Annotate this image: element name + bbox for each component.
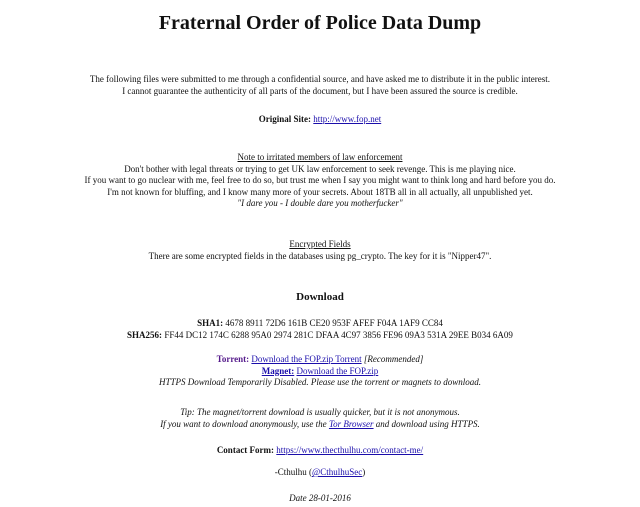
page-title: Fraternal Order of Police Data Dump	[158, 12, 482, 34]
original-site-label: Original Site:	[258, 114, 312, 124]
sha256-label: SHA256:	[127, 329, 163, 340]
download-links	[0, 354, 640, 389]
encrypted-text: There are some encrypted fields in the databases using pg_crypto. The key for it is "Nipper47".	[148, 250, 492, 261]
contact-section	[0, 445, 640, 457]
torrent-note: [Recommended]	[363, 354, 424, 364]
signature-name: -Cthulhu	[274, 467, 307, 477]
magnet-label[interactable]: Magnet:	[261, 365, 295, 376]
tip-line-2-pre: If you want to download anonymously, use the	[160, 418, 327, 429]
contact-label: Contact Form:	[216, 445, 275, 455]
tip-line-2-post: and download using HTTPS.	[375, 418, 480, 429]
note-quote: "I dare you - I double dare you motherfucker"	[237, 198, 403, 208]
note-line-3: I'm not known for bluffing, and I know many more of your secrets. About 18TB all in all actually, all unpublished yet.	[107, 186, 533, 197]
encrypted-heading: Encrypted Fields	[289, 239, 351, 249]
magnet-row	[0, 366, 640, 378]
tip-line-2	[0, 419, 640, 431]
note-line-2: If you want to go nuclear with me, feel free to do so, but trust me when I say you might want to think long and hard before you do.	[84, 175, 556, 185]
note-line-1: Don't bother with legal threats or trying to get UK law enforcement to seek revenge. This is me playing nice.	[124, 163, 516, 174]
contact-link[interactable]: https://www.thecthulhu.com/contact-me/	[276, 445, 424, 455]
hash-section	[0, 318, 640, 341]
sha256-value: FF44 DC12 174C 6288 95A0 2974 281C DFAA 4C97 3856 FE96 09A3 531A 29EE B034 6A09	[164, 329, 513, 340]
torrent-row	[0, 354, 640, 366]
sha1-row	[0, 318, 640, 330]
note-section	[0, 152, 640, 210]
note-heading: Note to irritated members of law enforcement	[237, 152, 403, 162]
intro-line-2: I cannot guarantee the authenticity of all parts of the document, but I have been assured the source is credible.	[122, 85, 518, 96]
original-site	[0, 114, 640, 126]
twitter-handle-link[interactable]: @CthulhuSec	[311, 467, 363, 477]
sha1-value: 4678 8911 72D6 161B CE20 953F AFEF F04A 1AF9 CC84	[225, 318, 443, 328]
magnet-link[interactable]: Download the FOP.zip	[296, 365, 379, 376]
tip-section	[0, 407, 640, 430]
date: Date 28-01-2016	[289, 493, 351, 503]
intro-line-1: The following files were submitted to me through a confidential source, and have asked me to distribute it in the public interest.	[89, 74, 551, 84]
sha256-row	[0, 330, 640, 342]
tor-browser-link[interactable]: Tor Browser	[328, 418, 374, 429]
original-site-link[interactable]: http://www.fop.net	[313, 114, 382, 124]
tip-line-1: Tip: The magnet/torrent download is usually quicker, but it is not anonymous.	[180, 407, 460, 417]
signature: -Cthulhu (@CthulhuSec)	[274, 467, 366, 477]
sha1-label: SHA1:	[197, 318, 224, 328]
intro-section	[0, 74, 640, 97]
torrent-link[interactable]: Download the FOP.zip Torrent	[251, 354, 362, 364]
torrent-label[interactable]: Torrent:	[216, 354, 250, 364]
download-section	[0, 290, 640, 304]
download-heading: Download	[296, 291, 344, 303]
https-notice: HTTPS Download Temporarily Disabled. Please use the torrent or magnets to download.	[158, 377, 482, 387]
encrypted-section	[0, 239, 640, 262]
